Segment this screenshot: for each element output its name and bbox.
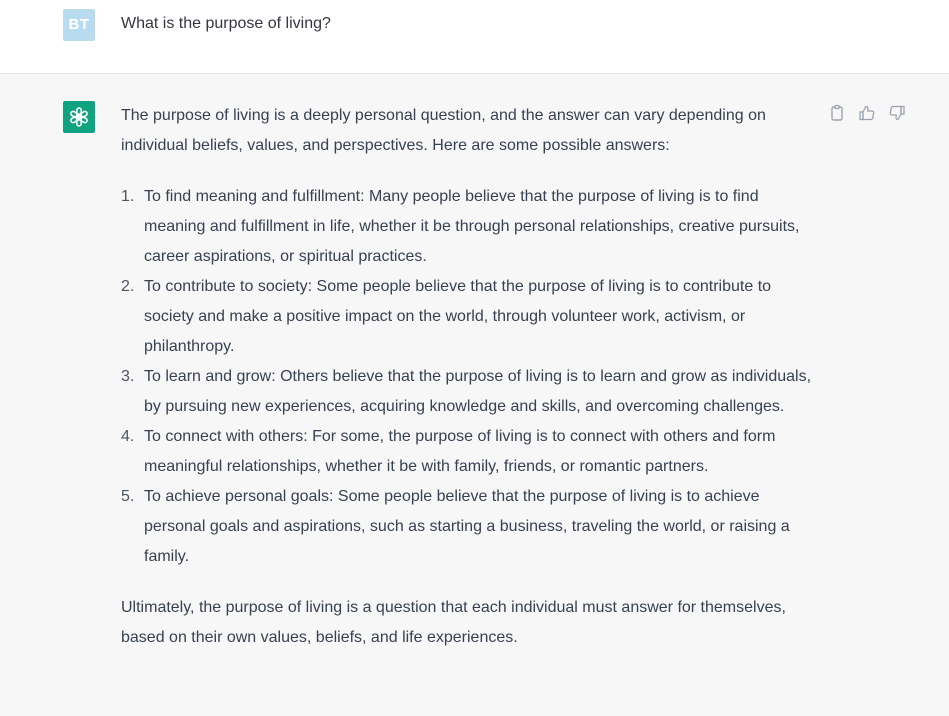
list-item — [121, 482, 821, 572]
list-item-text: To contribute to society: Some people believe that the purpose of living is to contribute to society and make a positive impact on the world, through volunteer work, activism, or philanthropy. — [144, 278, 772, 355]
assistant-message-row — [0, 74, 949, 716]
user-message-row — [0, 0, 949, 74]
list-item-number: 1. — [121, 188, 135, 205]
user-avatar: BT — [63, 9, 95, 41]
list-item — [121, 182, 821, 272]
thumbs-down-icon[interactable] — [888, 104, 906, 122]
list-item — [121, 422, 821, 482]
user-message-text: What is the purpose of living? — [121, 15, 331, 32]
list-item-number: 4. — [121, 428, 135, 445]
response-list — [121, 182, 821, 572]
assistant-message-content — [121, 101, 821, 653]
list-item-text: To connect with others: For some, the purpose of living is to connect with others and form meaningful relationships, whether it be with family, friends, or romantic partners. — [144, 428, 776, 475]
openai-logo-icon — [68, 106, 90, 128]
thumbs-up-icon[interactable] — [858, 104, 876, 122]
list-item-number: 2. — [121, 278, 135, 295]
list-item-text: To find meaning and fulfillment: Many people believe that the purpose of living is to find meaning and fulfillment in life, whether it be through personal relationships, creative pursuits, career aspirations, or spiritual practices. — [144, 188, 800, 265]
assistant-avatar — [63, 101, 95, 133]
list-item — [121, 362, 821, 422]
response-intro: The purpose of living is a deeply personal question, and the answer can vary depending on individual beliefs, values, and perspectives. Here are some possible answers: — [121, 107, 766, 154]
list-item-text: To learn and grow: Others believe that the purpose of living is to learn and grow as individuals, by pursuing new experiences, acquiring knowledge and skills, and overcoming challenges. — [144, 368, 812, 415]
list-item-number: 3. — [121, 368, 135, 385]
message-actions — [828, 104, 906, 122]
response-conclusion: Ultimately, the purpose of living is a question that each individual must answer for themselves, based on their own values, beliefs, and life experiences. — [121, 599, 786, 646]
list-item-number: 5. — [121, 488, 135, 505]
list-item — [121, 272, 821, 362]
copy-icon[interactable] — [828, 104, 846, 122]
list-item-text: To achieve personal goals: Some people believe that the purpose of living is to achieve personal goals and aspirations, such as starting a business, traveling the world, or raising a family. — [144, 488, 790, 565]
